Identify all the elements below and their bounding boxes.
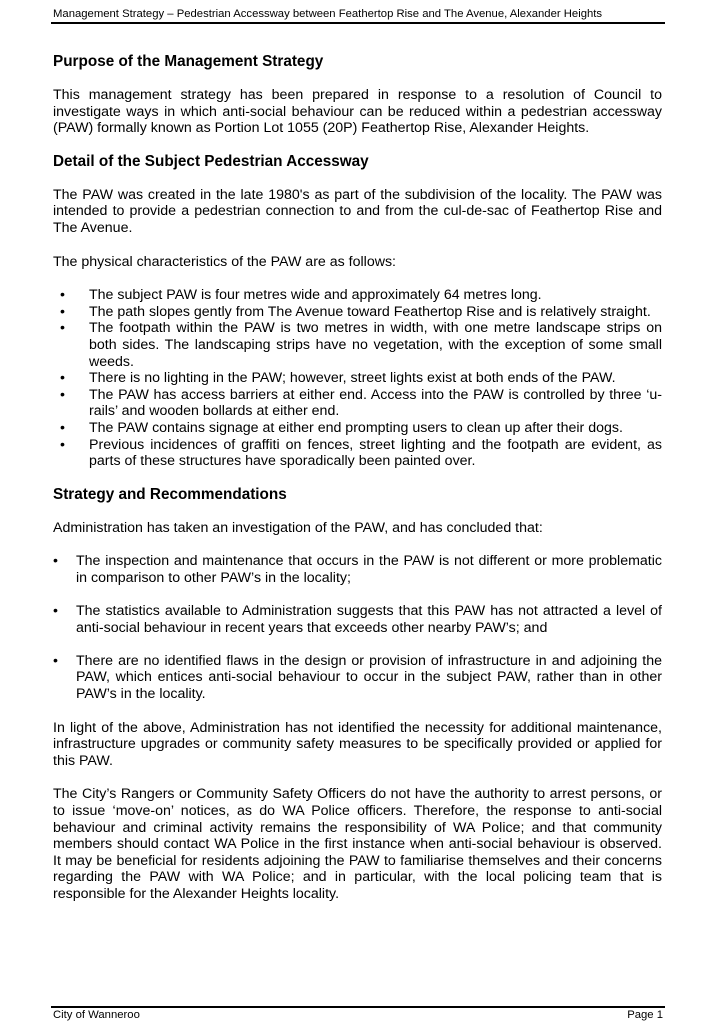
list-item: • The PAW has access barriers at either end. Access into the PAW is controlled by three ‘u-rails’ and wooden bollards at either end. bbox=[53, 387, 662, 420]
footer-divider bbox=[51, 1006, 665, 1008]
list-item: • The inspection and maintenance that occurs in the PAW is not different or more problematic in comparison to other PAW’s in the locality; bbox=[53, 553, 662, 586]
characteristics-list bbox=[53, 287, 662, 470]
list-item: • There is no lighting in the PAW; however, street lights exist at both ends of the PAW. bbox=[53, 370, 662, 387]
detail-paragraph-1: The PAW was created in the late 1980's as part of the subdivision of the locality. The PAW was intended to provide a pedestrian connection to and from the cul-de-sac of Feathertop Rise and The Avenue. bbox=[53, 186, 662, 236]
heading-detail: Detail of the Subject Pedestrian Accessway bbox=[53, 152, 369, 170]
list-item: • The PAW contains signage at either end prompting users to clean up after their dogs. bbox=[53, 420, 662, 437]
strategy-paragraph-2: The City’s Rangers or Community Safety Officers do not have the authority to arrest persons, or to issue ‘move-on’ notices, as do WA Police officers. Therefore, the response to anti-social behaviour and criminal activity remains the responsibility of WA Police; and that community members should contact WA Police in the first instance when anti-social behaviour is observed. It may be beneficial for residents adjoining the PAW to familiarise themselves and their concerns regarding the PAW with WA Police; and in particular, with the local policing team that is responsible for the Alexander Heights locality. bbox=[53, 786, 662, 902]
detail-paragraph-2: The physical characteristics of the PAW are as follows: bbox=[53, 253, 396, 270]
list-item: • The statistics available to Administration suggests that this PAW has not attracted a level of anti-social behaviour in recent years that exceeds other nearby PAW’s; and bbox=[53, 603, 662, 636]
list-item: • The subject PAW is four metres wide and approximately 64 metres long. bbox=[53, 287, 662, 304]
heading-purpose: Purpose of the Management Strategy bbox=[53, 53, 324, 70]
purpose-paragraph: This management strategy has been prepared in response to a resolution of Council to investigate ways in which anti-social behaviour can be reduced within a pedestrian accessway (PAW) formally known as Portion Lot 1055 (20P) Feathertop Rise, Alexander Heights. bbox=[53, 87, 662, 137]
list-item: • There are no identified flaws in the design or provision of infrastructure in and adjoining the PAW, which entices anti-social behaviour to occur in the subject PAW, rather than in other PAW’s in the locality. bbox=[53, 653, 662, 703]
page-number: Page 1 bbox=[627, 1009, 663, 1021]
list-item: • The footpath within the PAW is two metres in width, with one metre landscape strips on both sides. The landscaping strips have no vegetation, with the exception of some small weeds. bbox=[53, 320, 662, 370]
page-header: Management Strategy – Pedestrian Accessway between Feathertop Rise and The Avenue, Alexander Heights bbox=[53, 8, 603, 20]
heading-strategy: Strategy and Recommendations bbox=[53, 485, 287, 503]
header-divider bbox=[51, 22, 665, 24]
conclusions-list bbox=[53, 553, 662, 702]
strategy-intro: Administration has taken an investigation of the PAW, and has concluded that: bbox=[53, 519, 543, 536]
list-item: • Previous incidences of graffiti on fences, street lighting and the footpath are evident, as parts of these structures have sporadically been painted over. bbox=[53, 437, 662, 470]
document-body bbox=[53, 52, 662, 903]
strategy-paragraph-1: In light of the above, Administration has not identified the necessity for additional maintenance, infrastructure upgrades or community safety measures to be specifically provided or applied for this PAW. bbox=[53, 719, 662, 769]
footer-organization: City of Wanneroo bbox=[53, 1009, 140, 1021]
list-item: • The path slopes gently from The Avenue toward Feathertop Rise and is relatively straight. bbox=[53, 304, 662, 321]
